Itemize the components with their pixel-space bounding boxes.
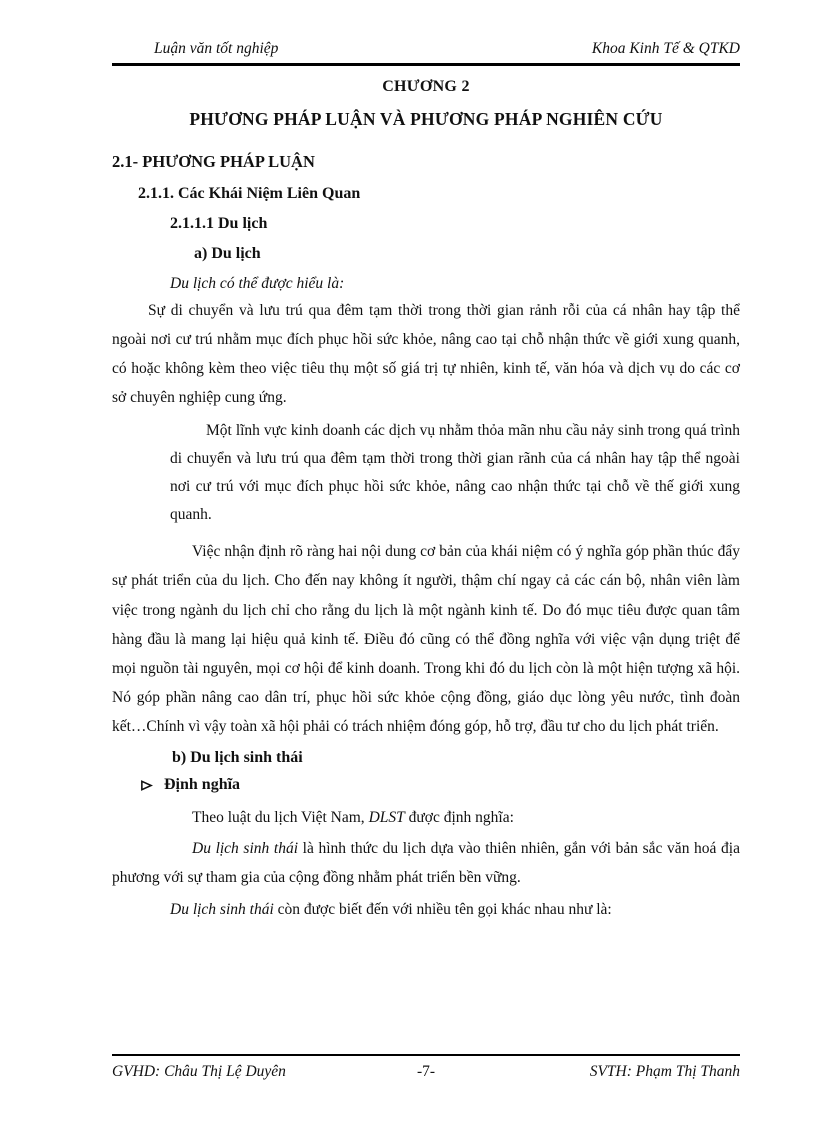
paragraph-tourism-definition-1: Sự di chuyển và lưu trú qua đêm tạm thời trong thời gian rảnh rỗi của cá nhân hay tập thể ngoài nơi cư trú nhằm mục đích phục hồi sức khỏe, nâng cao tại chỗ nhận thức về giới xung quanh, có hoặc không kèm theo việc tiêu thụ một số giá trị tự nhiên, kinh tế, văn hóa và dịch vụ do các cơ sở chuyên nghiệp cung ứng. — [112, 302, 740, 407]
chapter-title: PHƯƠNG PHÁP LUẬN VÀ PHƯƠNG PHÁP NGHIÊN CỨU — [189, 109, 663, 129]
law-definition-line — [192, 803, 740, 832]
arrowhead-bullet-icon — [140, 779, 153, 792]
definition-label: Định nghĩa — [164, 776, 241, 794]
footer-student-text: SVTH: Phạm Thị Thanh — [589, 1063, 740, 1080]
page-footer — [112, 1054, 740, 1081]
page-number: -7- — [416, 1063, 436, 1080]
section-heading-2-1: 2.1- PHƯƠNG PHÁP LUẬN — [112, 152, 315, 171]
ecotourism-term-2: Du lịch sinh thái — [170, 900, 274, 918]
ecotourism-term: Du lịch sinh thái — [192, 840, 299, 858]
header-right-text: Khoa Kinh Tế & QTKD — [591, 40, 740, 57]
intro-italic-line: Du lịch có thể được hiểu là: — [170, 275, 345, 292]
header-left-text: Luận văn tốt nghiệp — [154, 40, 279, 57]
ecotourism-definition-paragraph — [112, 834, 740, 892]
subsection-b-heading: b) Du lịch sinh thái — [172, 749, 303, 767]
section-heading-2-1-1-1: 2.1.1.1 Du lịch — [170, 215, 268, 232]
paragraph-tourism-definition-2: Một lĩnh vực kinh doanh các dịch vụ nhằm thỏa mãn nhu cầu nảy sinh trong quá trình di chuyển và lưu trú qua đêm tạm thời trong thời gian rãnh của cá nhân hay tập thể ngoài nơi cư trú với mục đích phục hồi sức khỏe, nâng cao nhận thức tại chỗ về thế giới xung quanh. — [170, 421, 740, 524]
footer-advisor-text: GVHD: Châu Thị Lệ Duyên — [112, 1063, 286, 1080]
definition-bullet-row — [140, 776, 740, 794]
page-header — [112, 40, 740, 66]
ecotourism-definition-text: là hình thức du lịch dựa vào thiên nhiên, gắn với bản sắc văn hoá địa phương với sự tham gia của cộng đồng nhằm phát triển bền vững. — [112, 840, 740, 887]
section-heading-2-1-1: 2.1.1. Các Khái Niệm Liên Quan — [138, 185, 361, 202]
paragraph-tourism-discussion: Việc nhận định rõ ràng hai nội dung cơ bản của khái niệm có ý nghĩa góp phần thúc đẩy sự phát triển của du lịch. Cho đến nay không ít người, thậm chí ngay cả các cán bộ, nhân viên làm việc trong ngành du lịch chỉ cho rằng du lịch là một ngành kinh tế. Do đó mục tiêu được quan tâm hàng đầu là mang lại hiệu quả kinh tế. Điều đó cũng có thể đồng nghĩa với việc vận dụng triệt để mọi nguồn tài nguyên, mọi cơ hội để kinh doanh. Trong khi đó du lịch còn là một hiện tượng xã hội. Nó góp phần nâng cao dân trí, phục hồi sức khỏe cộng đồng, giáo dục lòng yêu nước, tình đoàn kết…Chính vì vậy toàn xã hội phải có trách nhiệm đóng góp, hỗ trợ, đầu tư cho du lịch phát triển. — [112, 543, 740, 736]
ecotourism-alternate-names-line — [170, 895, 740, 924]
subsection-a-heading: a) Du lịch — [194, 245, 261, 262]
law-post-text: được định nghĩa: — [404, 809, 514, 827]
law-term-abbreviation: DLST — [368, 809, 405, 827]
law-pre-text: Theo luật du lịch Việt Nam, — [192, 809, 369, 827]
ecotourism-alternate-names-text: còn được biết đến với nhiều tên gọi khác nhau như là: — [273, 900, 612, 918]
chapter-label: CHƯƠNG 2 — [382, 78, 470, 95]
